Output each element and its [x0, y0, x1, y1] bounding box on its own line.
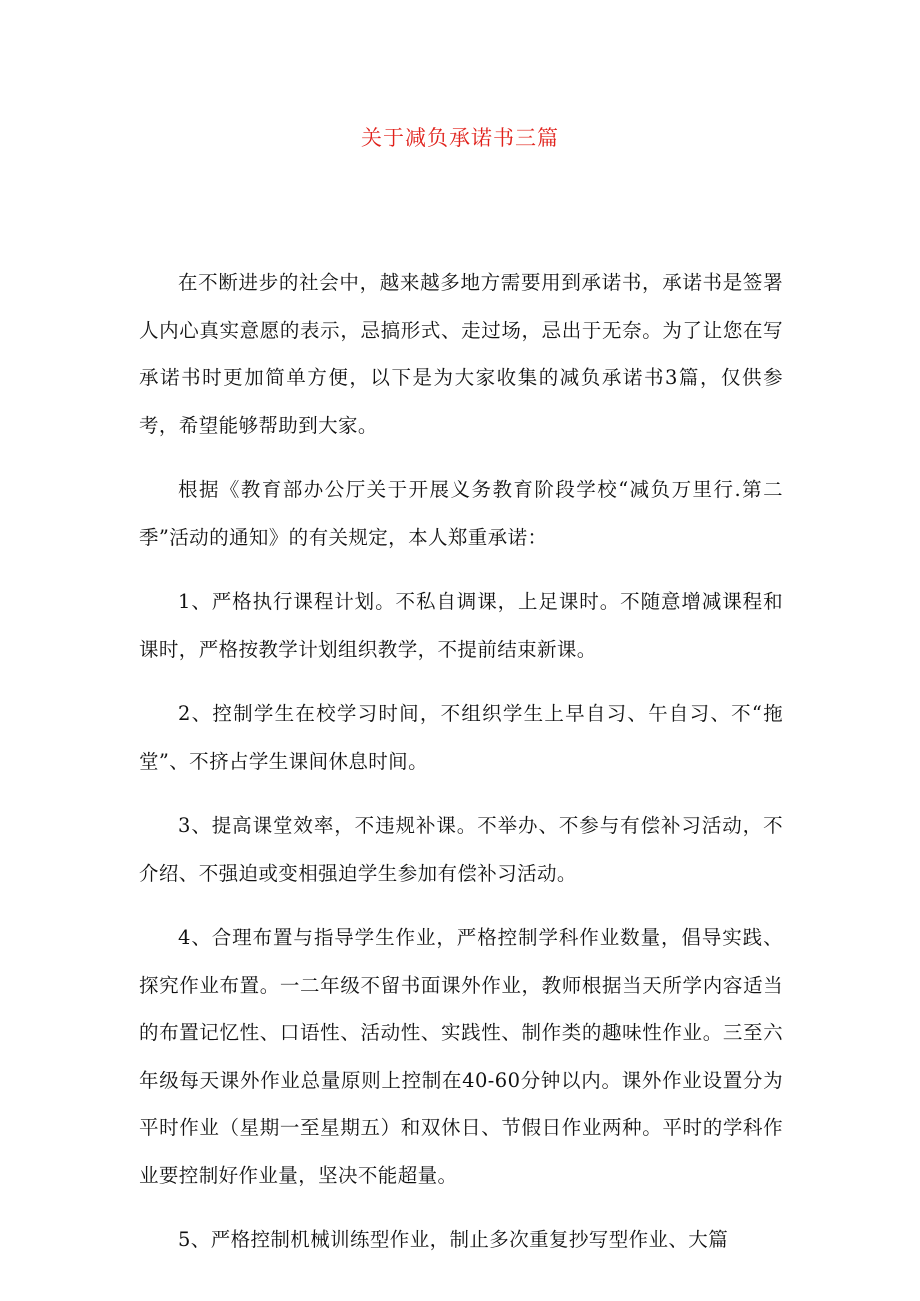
pledge-item-3: 3、提高课堂效率，不违规补课。不举办、不参与有偿补习活动，不介绍、不强迫或变相强迫学生参加有偿补习活动。	[139, 814, 783, 885]
intro-paragraph: 在不断进步的社会中，越来越多地方需要用到承诺书，承诺书是签署人内心真实意愿的表示，忌搞形式、走过场，忌出于无奈。为了让您在写承诺书时更加简单方便，以下是为大家收集的减负承诺书3篇，仅供参考，希望能够帮助到大家。	[139, 271, 783, 437]
pledge-item-1: 1、严格执行课程计划。不私自调课，上足课时。不随意增减课程和课时，严格按教学计划组织教学，不提前结束新课。	[139, 590, 783, 661]
pledge-item-2: 2、控制学生在校学习时间，不组织学生上早自习、午自习、不“拖堂”、不挤占学生课间休息时间。	[139, 702, 783, 773]
document-body	[139, 259, 783, 1281]
basis-paragraph: 根据《教育部办公厅关于开展义务教育阶段学校“减负万里行.第二季”活动的通知》的有关规定，本人郑重承诺：	[139, 478, 783, 549]
document-title: 关于减负承诺书三篇	[361, 126, 559, 150]
pledge-item-5: 5、严格控制机械训练型作业，制止多次重复抄写型作业、大篇	[178, 1228, 729, 1251]
pledge-item-4: 4、合理布置与指导学生作业，严格控制学科作业数量，倡导实践、探究作业布置。一二年级不留书面课外作业，教师根据当天所学内容适当的布置记忆性、口语性、活动性、实践性、制作类的趣味性作业。三至六年级每天课外作业总量原则上控制在40-60分钟以内。课外作业设置分为平时作业（星期一至星期五）和双休日、节假日作业两种。平时的学科作业要控制好作业量，坚决不能超量。	[139, 926, 783, 1187]
